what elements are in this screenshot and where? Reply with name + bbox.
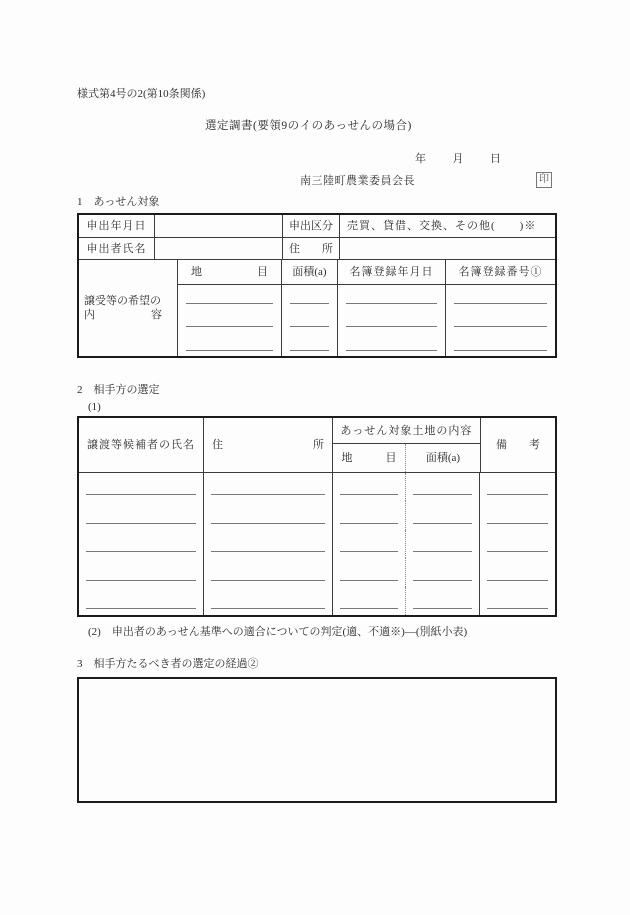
date-line: 年 月 日 <box>415 153 503 165</box>
blank-line <box>413 494 472 495</box>
blank-line <box>340 523 398 524</box>
blank-line <box>186 303 273 304</box>
application-type-label: 申出区分 <box>283 215 340 237</box>
land-category-header: 地 目 <box>178 260 282 284</box>
blank-line <box>290 326 329 327</box>
blank-line <box>86 580 196 581</box>
land-content-header: あっせん対象土地の内容 <box>333 418 480 444</box>
application-date-label: 申出年月日 <box>79 215 155 237</box>
candidate-name-cell <box>79 587 204 615</box>
area-cell <box>282 309 338 333</box>
remarks-cell <box>480 501 555 529</box>
address-header-left: 住 <box>212 439 223 451</box>
address-label-left: 住 <box>289 242 300 255</box>
recipient-line: 南三陸町農業委員会長 <box>300 175 415 187</box>
candidate-selection-table <box>77 416 557 617</box>
section2-list-label-1: (1) <box>88 401 101 413</box>
blank-line <box>487 494 548 495</box>
remarks-cell <box>480 473 555 501</box>
section1-heading: 1 あっせん対象 <box>77 196 160 208</box>
form-number: 様式第4号の2(第10条関係) <box>77 88 206 100</box>
address-cell <box>204 558 333 586</box>
land-category-cell <box>333 530 406 558</box>
blank-line <box>86 494 196 495</box>
address-field <box>340 238 555 259</box>
table-body <box>79 473 555 615</box>
wish-label-cell <box>79 260 178 356</box>
remarks-cell <box>480 558 555 586</box>
blank-line <box>346 326 437 327</box>
blank-line <box>340 551 398 552</box>
area-cell <box>282 332 338 356</box>
blank-line <box>86 551 196 552</box>
area-cell <box>406 587 480 615</box>
section2-list-label-2: (2) 申出者のあっせん基準への適合についての判定(適、不適※)―(別紙小表) <box>88 626 468 638</box>
address-cell <box>204 473 333 501</box>
wish-detail-block <box>79 260 555 356</box>
address-cell <box>204 587 333 615</box>
blank-line <box>454 350 547 351</box>
wish-label-line2-right: 容 <box>151 309 162 321</box>
address-header-right: 所 <box>313 439 324 451</box>
table-row <box>79 558 555 586</box>
table-row <box>178 332 555 356</box>
wish-label-line1: 譲受等の希望の <box>84 295 161 307</box>
blank-line <box>487 523 548 524</box>
table-row <box>79 215 555 238</box>
mediation-target-table <box>77 213 557 358</box>
blank-line <box>346 350 437 351</box>
blank-line <box>86 523 196 524</box>
register-date-cell <box>338 332 446 356</box>
land-category-cell <box>333 501 406 529</box>
blank-line <box>290 303 329 304</box>
register-number-cell <box>446 285 555 309</box>
area-header: 面積(a) <box>282 260 338 284</box>
blank-line <box>487 608 548 609</box>
applicant-name-label: 申出者氏名 <box>79 238 155 259</box>
address-cell <box>204 501 333 529</box>
blank-line <box>340 494 398 495</box>
wish-label-line2-left: 内 <box>84 309 95 321</box>
blank-line <box>454 303 547 304</box>
land-category-header: 地 目 <box>333 444 406 472</box>
area-cell <box>282 285 338 309</box>
candidate-name-cell <box>79 501 204 529</box>
blank-line <box>413 551 472 552</box>
land-category-cell <box>178 309 282 333</box>
table-row <box>79 501 555 529</box>
blank-line <box>86 608 196 609</box>
blank-line <box>290 350 329 351</box>
register-date-cell <box>338 285 446 309</box>
area-cell <box>406 473 480 501</box>
candidate-name-cell <box>79 530 204 558</box>
area-cell <box>406 530 480 558</box>
address-header <box>204 418 333 472</box>
table-header-row <box>79 418 555 473</box>
blank-line <box>186 350 273 351</box>
blank-line <box>487 580 548 581</box>
blank-line <box>211 580 325 581</box>
seal-stamp-box: 印 <box>536 172 552 188</box>
register-date-cell <box>338 309 446 333</box>
register-number-header: 名簿登録番号① <box>458 266 543 278</box>
table-row <box>79 530 555 558</box>
address-cell <box>204 530 333 558</box>
table-row <box>178 285 555 309</box>
application-date-field <box>155 215 283 237</box>
section3-heading: 3 相手方たるべき者の選定の経過② <box>77 658 259 670</box>
table-row <box>79 587 555 615</box>
section2-heading: 2 相手方の選定 <box>77 384 160 396</box>
blank-line <box>211 523 325 524</box>
address-label <box>283 238 340 259</box>
area-cell <box>406 558 480 586</box>
candidate-name-cell <box>79 558 204 586</box>
table-subheader-row <box>178 260 555 285</box>
remarks-cell <box>480 530 555 558</box>
candidate-name-header: 譲渡等候補者の氏名 <box>79 418 204 472</box>
remarks-cell <box>480 587 555 615</box>
table-row <box>79 238 555 260</box>
land-category-cell <box>333 473 406 501</box>
blank-line <box>413 523 472 524</box>
table-row <box>79 473 555 501</box>
applicant-name-field <box>155 238 283 259</box>
blank-line <box>340 580 398 581</box>
land-category-cell <box>333 587 406 615</box>
blank-line <box>413 580 472 581</box>
selection-process-box <box>77 677 557 803</box>
table-row <box>178 309 555 333</box>
remarks-header: 備 考 <box>496 439 540 451</box>
blank-line <box>186 326 273 327</box>
blank-line <box>413 608 472 609</box>
blank-line <box>346 303 437 304</box>
blank-line <box>340 608 398 609</box>
register-number-cell <box>446 332 555 356</box>
land-content-header-group <box>333 418 481 472</box>
land-category-cell <box>178 332 282 356</box>
application-type-options: 売買、貸借、交換、その他( )※ <box>347 220 537 232</box>
blank-line <box>211 551 325 552</box>
area-cell <box>406 501 480 529</box>
blank-line <box>211 494 325 495</box>
register-date-header: 名簿登録年月日 <box>338 260 446 284</box>
land-category-cell <box>333 558 406 586</box>
candidate-name-cell <box>79 473 204 501</box>
area-header: 面積(a) <box>425 452 461 464</box>
document-title: 選定調書(要領9のイのあっせんの場合) <box>205 120 412 132</box>
wish-label-line2 <box>84 308 162 322</box>
address-label-right: 所 <box>322 242 333 255</box>
land-content-subheader-row <box>333 444 480 472</box>
land-category-cell <box>178 285 282 309</box>
wish-detail-grid <box>178 260 555 356</box>
register-number-cell <box>446 309 555 333</box>
blank-line <box>454 326 547 327</box>
blank-line <box>211 608 325 609</box>
blank-line <box>487 551 548 552</box>
